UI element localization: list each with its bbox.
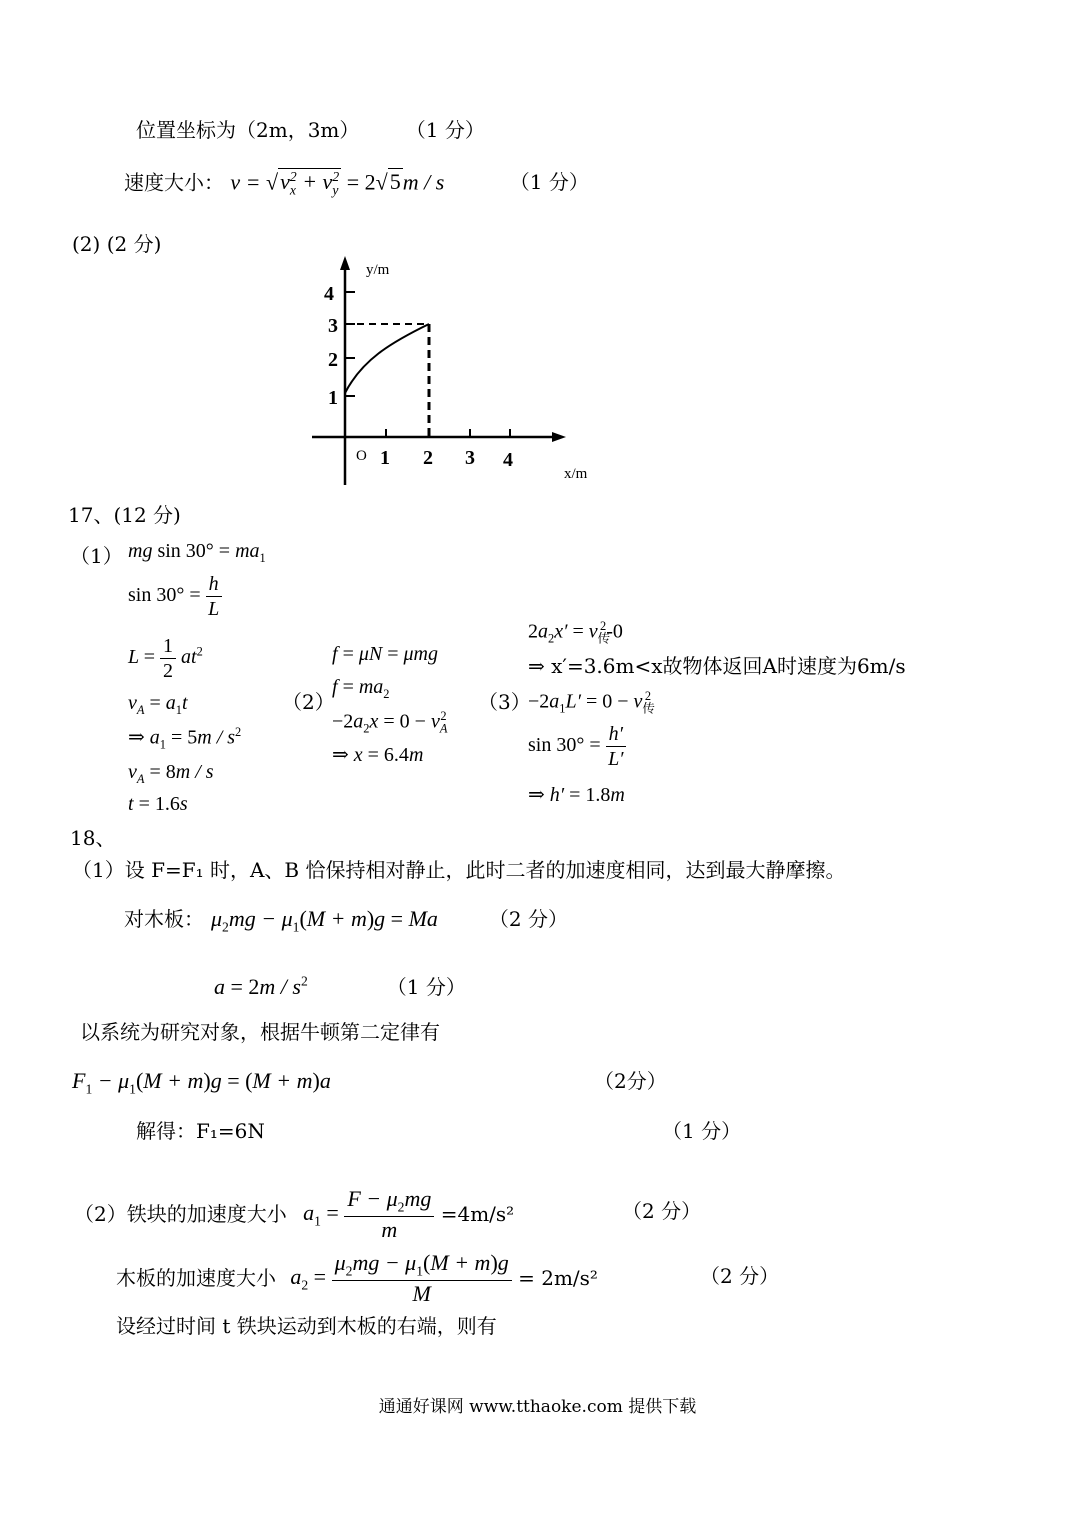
q18-last-line: 设经过时间 t 铁块运动到木板的右端，则有 [116, 1314, 497, 1338]
board-acc-label: 木板的加速度大小 [116, 1266, 276, 1291]
q18-system-text: 以系统为研究对象，根据牛顿第二定律有 [80, 1020, 440, 1044]
q17-part1-label: （1） [70, 544, 123, 568]
y-tick-label: 2 [328, 349, 338, 371]
iron-formula: $a_1$ = $\frac{F - \mu_2mg}{m}$ [303, 1200, 434, 1225]
part2-label: (2) (2 分) [72, 232, 162, 256]
q17-eq5: ⇒ $a_1 = 5m / s^2$ [128, 725, 242, 752]
board-acc-result: = 2m/s² [518, 1266, 598, 1291]
q18-board-acc-line [116, 1250, 598, 1307]
board-label: 对木板： [124, 907, 204, 931]
xy-graph [300, 250, 620, 490]
origin-label: O [356, 448, 367, 464]
q17-eq2: sin 30° = $\frac{h}{L}$ [128, 574, 222, 619]
board-equation: $\mu_2mg - \mu_1(M + m)g = Ma$ [211, 906, 438, 935]
score-1a: （1 分） [386, 975, 466, 1000]
q17-eq7: t = 1.6s [128, 793, 188, 815]
y-axis-arrow [340, 256, 350, 270]
y-tick-label: 4 [324, 283, 334, 305]
q17-p3-line2-text: x′=3.6m<x故物体返回A时速度为6m/s [551, 654, 906, 678]
q17-p2-eq4: ⇒ x = 6.4m [332, 744, 424, 766]
q17-part2-label: （2） [282, 690, 335, 714]
position-score: （1 分） [405, 118, 485, 142]
accel-equation: $a = 2m / s^2$ [214, 974, 308, 1000]
x-tick-label: 1 [380, 447, 390, 469]
x-axis-arrow [552, 432, 566, 442]
x-tick-label: 2 [423, 447, 433, 469]
q17-p3-eq5: ⇒ h′ = 1.8m [528, 784, 625, 806]
q18-solve-text: 解得：F₁=6N [136, 1119, 265, 1143]
speed-label: 速度大小： [124, 170, 224, 195]
speed-formula: $v = √v_x^2 + v_y^2 = 2√5m / s$ [230, 169, 450, 198]
q18-accel-line [214, 975, 466, 999]
iron-result: =4m/s² [440, 1202, 515, 1227]
score-2d: （2 分） [700, 1264, 780, 1288]
q17-part3-label: （3） [478, 690, 531, 714]
x-axis-label: x/m [564, 466, 588, 482]
score-2c: （2 分） [622, 1199, 702, 1223]
q17-p2-eq2: $f = ma_2$ [332, 676, 390, 701]
score-2b: （2分） [594, 1069, 667, 1093]
q17-p3-eq3: $-2a_1L' = 0 - v_传^2$ [528, 689, 655, 716]
q17-p3-eq2: ⇒ x′=3.6m<x故物体返回A时速度为6m/s [528, 654, 906, 678]
q17-p3-eq1: $2a_2x' = v_传^2-0$ [528, 619, 623, 646]
q17-p2-eq3: $-2a_2x = 0 - v_A^2$ [332, 709, 448, 736]
position-line [136, 120, 485, 140]
q18-newton-line [72, 1070, 331, 1096]
trajectory-curve [345, 324, 429, 393]
position-text: 位置坐标为（2m，3m） [136, 118, 360, 142]
y-tick-label: 3 [328, 315, 338, 337]
q17-eq6: $v_A = 8m / s$ [128, 761, 214, 786]
score-2a: （2 分） [488, 907, 569, 931]
q17-eq4: $v_A = a_1t$ [128, 692, 188, 717]
board-acc-formula: $a_2$ = $\frac{\mu_2mg - \mu_1(M + m)g}{M}$ [290, 1264, 511, 1289]
score-1b: （1 分） [662, 1119, 742, 1143]
page-footer: 通通好课网 www.tthaoke.com 提供下载 [378, 1397, 697, 1417]
q17-eq3: L = $\frac{1}{2}$ $at^2$ [128, 635, 203, 682]
x-tick-label: 4 [503, 449, 513, 471]
q17-eq1: mg $\sin 30^\circ = ma_1$ [128, 540, 266, 565]
q17-p3-eq4: sin 30° = $\frac{h'}{L'}$ [528, 724, 626, 769]
q18-header: 18、 [70, 826, 116, 850]
q18-intro: （1）设 F=F₁ 时，A、B 恰保持相对静止，此时二者的加速度相同，达到最大静摩擦。 [72, 858, 846, 882]
y-axis-label: y/m [366, 262, 390, 278]
speed-score: （1 分） [509, 170, 589, 195]
q18-iron-line [74, 1186, 515, 1243]
newton-equation: $F_1 - \mu_1(M + m)g = (M + m)a$ [72, 1068, 331, 1097]
y-tick-label: 1 [328, 387, 338, 409]
q18-board-line [124, 908, 568, 934]
q17-header: 17、(12 分) [68, 503, 181, 527]
iron-label: （2）铁块的加速度大小 [74, 1202, 287, 1227]
q17-p2-eq1: f = μN = μmg [332, 643, 438, 665]
speed-line [124, 170, 589, 204]
x-tick-label: 3 [465, 447, 475, 469]
